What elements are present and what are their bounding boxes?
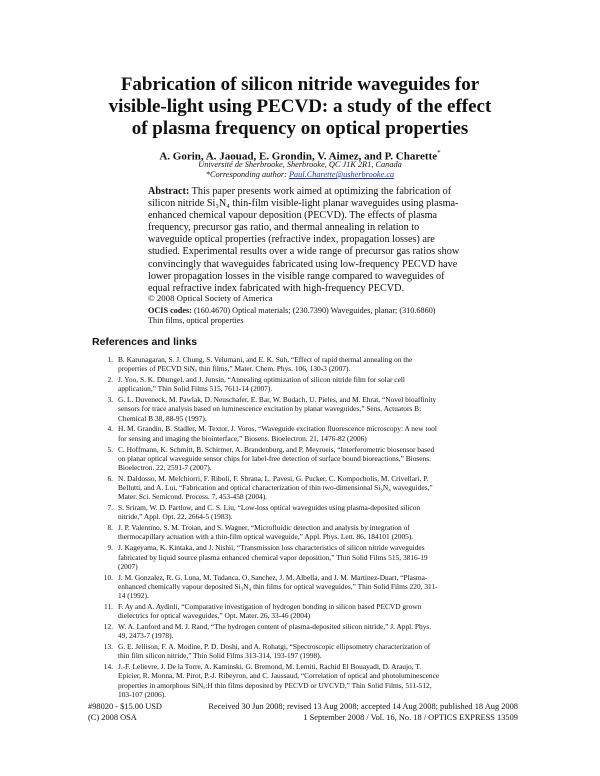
reference-line: nitride,” Appl. Opt. 22, 2664-5 (1983). xyxy=(118,512,233,522)
reference-number: 10. xyxy=(103,572,113,582)
reference-item xyxy=(92,622,512,640)
reference-line: B. Karunagaran, S. J. Chung, S. Velumani, and E. K. Suh, “Effect of rapid thermal annealing on the xyxy=(118,355,413,364)
title-line: visible-light using PECVD: a study of the effect xyxy=(108,96,492,117)
abstract-line: convincingly that waveguides fabricated using low-frequency PECVD have xyxy=(148,258,458,270)
abstract-line: studied. Experimental results over a wide range of precursor gas ratios show xyxy=(148,246,460,258)
reference-item xyxy=(92,543,512,571)
reference-line: application,” Thin Solid Films 515, 7611-14 (2007). xyxy=(118,384,273,394)
reference-number: 5. xyxy=(107,444,113,454)
reference-number: 6. xyxy=(107,473,113,483)
abstract-line: enhanced chemical vapour deposition (PECVD). The effects of plasma xyxy=(148,210,438,222)
abstract-line: This paper presents work aimed at optimizing the fabrication of xyxy=(189,186,452,197)
reference-number: 4. xyxy=(107,424,113,434)
reference-item xyxy=(92,474,512,502)
reference-number: 12. xyxy=(103,622,113,632)
footer-journal-info: 1 September 2008 / Vol. 16, No. 18 / OPTICS EXPRESS 13509 xyxy=(303,713,518,722)
footer-copyright: (C) 2008 OSA xyxy=(88,713,137,722)
reference-number: 11. xyxy=(104,601,113,611)
reference-item xyxy=(92,523,512,541)
reference-line: N. Daldosso, M. Melchiorri, F. Riboli, F. Sbrana, L. Pavesi, G. Pucker, C. Kompocholis, M. Crivellari, P. xyxy=(118,473,429,483)
reference-item xyxy=(92,573,512,601)
reference-item xyxy=(92,503,512,521)
reference-line: W. A. Lanford and M. J. Rand, “The hydrogen content of plasma-deposited silicon nitride,” J. Appl. Phys. xyxy=(118,622,432,632)
reference-item xyxy=(92,642,512,660)
footer-doc-id: #98020 - $15.00 USD xyxy=(88,702,162,711)
reference-line: H. M. Grandin, B. Stadler, M. Textor, J. Voros, “Waveguide excitation fluorescence microscopy: A new tool xyxy=(118,424,437,434)
abstract-label: Abstract: xyxy=(148,186,190,197)
reference-line: S. Sriram, W. D. Partlow, and C. S. Liu, “Low-loss optical waveguides using plasma-deposited silicon xyxy=(118,503,421,513)
title-line: of plasma frequency on optical properties xyxy=(131,118,469,139)
references-list xyxy=(92,355,512,701)
reference-line: dielectrics for optical waveguides,” Opt. Mater. 26, 33-46 (2004) xyxy=(118,611,311,621)
reference-line: on planar optical waveguide sensor chips for label-free detection of surface bound bioreactions,” Biosens. xyxy=(118,453,431,463)
reference-line: J. Yoo, S. K. Dhungel, and J. Junsin, “Annealing optimization of silicon nitride film for solar cell xyxy=(118,375,405,385)
reference-line: thin film silicon nitride,” Thin Solid Films 313-314, 193-197 (1998). xyxy=(118,651,322,661)
title-line: Fabrication of silicon nitride waveguides for xyxy=(120,74,480,95)
ocis-codes xyxy=(148,306,452,326)
corresponding-mark: * xyxy=(437,149,441,157)
reference-line: Bellutti, and A. Lui, “Fabrication and optical characterization of thin two-dimensional Si₃N₄ waveguides,” xyxy=(118,483,433,493)
corresponding-prefix: *Corresponding author: xyxy=(205,170,289,179)
reference-item xyxy=(92,395,512,423)
reference-number: 1. xyxy=(107,355,113,364)
reference-line: J. M. Gonzalez, R. G. Luna, M. Tudanca, O. Sanchez, J. M. Albella, and J. M. Martinez-Duart, “Plasma- xyxy=(118,572,428,582)
reference-line: (2007) xyxy=(118,561,138,571)
reference-line: Bioelectron. 22, 2591-7 (2007). xyxy=(118,462,212,472)
reference-line: G. E. Jellison, F. A. Modine, P. D. Doshi, and A. Rohatgi, “Spectroscopic ellipsometry characterization of xyxy=(118,642,431,652)
abstract xyxy=(148,186,460,295)
reference-line: sensors for trace analysis based on luminescence excitation by planar waveguides,” Sens. Actuators B: xyxy=(118,404,422,414)
reference-line: J. Kageyama, K. Kintaka, and J. Nishii, “Transmission loss characteristics of silicon nitride waveguides xyxy=(118,543,425,553)
reference-line: properties of PECVD SiNₓ thin films,” Mater. Chem. Phys. 106, 130-3 (2007). xyxy=(118,364,351,374)
reference-item xyxy=(92,662,512,699)
affiliation: Université de Sherbrooke, Sherbrooke, QC J1K 2R1, Canada xyxy=(198,160,402,169)
reference-number: 14. xyxy=(103,662,113,672)
reference-item xyxy=(92,602,512,620)
abstract-line: waveguide optical properties (refractive index, propagation losses) are xyxy=(148,234,435,246)
reference-line: Mater. Sci. Semicond. Process. 7, 453-458 (2004). xyxy=(118,492,268,502)
copyright: © 2008 Optical Society of America xyxy=(148,293,273,303)
reference-line: J.-F. Lelievre, J. De la Torre, A. Kaminski, G. Bremond, M. Lemiti, Rachid El Bouayadi, D. Araujo, T. xyxy=(118,662,422,672)
reference-number: 8. xyxy=(107,523,113,533)
references-heading: References and links xyxy=(92,336,198,348)
abstract-line: frequency, precursor gas ratio, and thermal annealing in relation to xyxy=(148,222,420,234)
affiliation-block xyxy=(0,160,600,180)
reference-item xyxy=(92,445,512,473)
reference-line: Epicier, R. Monna, M. Pirot, P.-J. Ribeyron, and C. Jaussaud, “Correlation of optical and photoluminescence xyxy=(118,671,440,681)
reference-item xyxy=(92,424,512,442)
reference-line: Chemical B 38, 88-95 (1997). xyxy=(118,413,207,423)
reference-line: F. Ay and A. Aydinli, “Comparative investigation of hydrogen bonding in silicon based PECVD grown xyxy=(118,601,422,611)
reference-line: thermocapillary actuation with a thin-film optical waveguide,” Appl. Phys. Lett. 86, 184101 (2005). xyxy=(118,532,414,542)
reference-number: 9. xyxy=(107,543,113,553)
reference-line: properties in amorphous SiNₓ:H thin films deposited by PECVD or UVCVD,” Thin Solid Films, 511-512, xyxy=(118,680,432,690)
reference-line: 14 (1992). xyxy=(118,591,149,601)
reference-line: fabricated by liquid source plasma enhanced chemical vapor deposition,” Thin Solid Films 515, 3816-19 xyxy=(118,552,428,562)
reference-item xyxy=(92,355,512,373)
reference-line: for sensing and imaging the biointerface,” Biosens. Bioelectron. 21, 1476-82 (2006) xyxy=(118,433,367,443)
reference-line: enhanced chemically vapour deposited Si₃N₄ thin films for optical waveguides,” Thin Solid Films 220, 311- xyxy=(118,581,438,591)
reference-line: G. L. Duveneck, M. Pawlak, D. Neuschafer, E. Bar, W. Budach, U. Pieles, and M. Ehrat, “Novel bioaffinity xyxy=(118,395,437,405)
paper-title xyxy=(95,74,505,140)
footer-dates: Received 30 Jun 2008; revised 13 Aug 2008; accepted 14 Aug 2008; published 18 Aug 2008 xyxy=(208,702,518,711)
abstract-line: silicon nitride Si₃N₄ thin-film visible-light planar waveguides using plasma- xyxy=(148,198,459,210)
page-footer xyxy=(88,702,518,724)
reference-line: J. P. Valentino, S. M. Troian, and S. Wagner, “Microfluidic detection and analysis by integration of xyxy=(118,523,410,533)
authors-text: A. Gorin, A. Jaouad, E. Grondin, V. Aimez, and P. Charette xyxy=(159,150,438,163)
ocis-text: (160.4670) Optical materials; (230.7390) Waveguides, planar; (310.6860) Thin films, optical properties xyxy=(148,306,436,326)
reference-line: 103-107 (2006). xyxy=(118,689,167,699)
corresponding-author xyxy=(0,170,600,180)
email-link[interactable]: Paul.Charette@usherbrooke.ca xyxy=(288,170,395,179)
abstract-line: lower propagation losses in the visible range compared to waveguides of xyxy=(148,270,445,282)
abstract-line: equal refractive index fabricated with high-frequency PECVD. xyxy=(148,282,405,294)
reference-number: 13. xyxy=(103,642,113,652)
reference-number: 2. xyxy=(107,375,113,385)
reference-line: C. Hoffmann, K. Schmitt, B. Schirmer, A. Brandenburg, and P. Meyrueis, “Interferometric biosensor based xyxy=(118,444,435,454)
reference-item xyxy=(92,375,512,393)
reference-number: 3. xyxy=(107,395,113,405)
reference-line: 49, 2473-7 (1978). xyxy=(118,631,174,641)
ocis-label: OCIS codes: xyxy=(148,306,192,315)
reference-number: 7. xyxy=(107,503,113,513)
